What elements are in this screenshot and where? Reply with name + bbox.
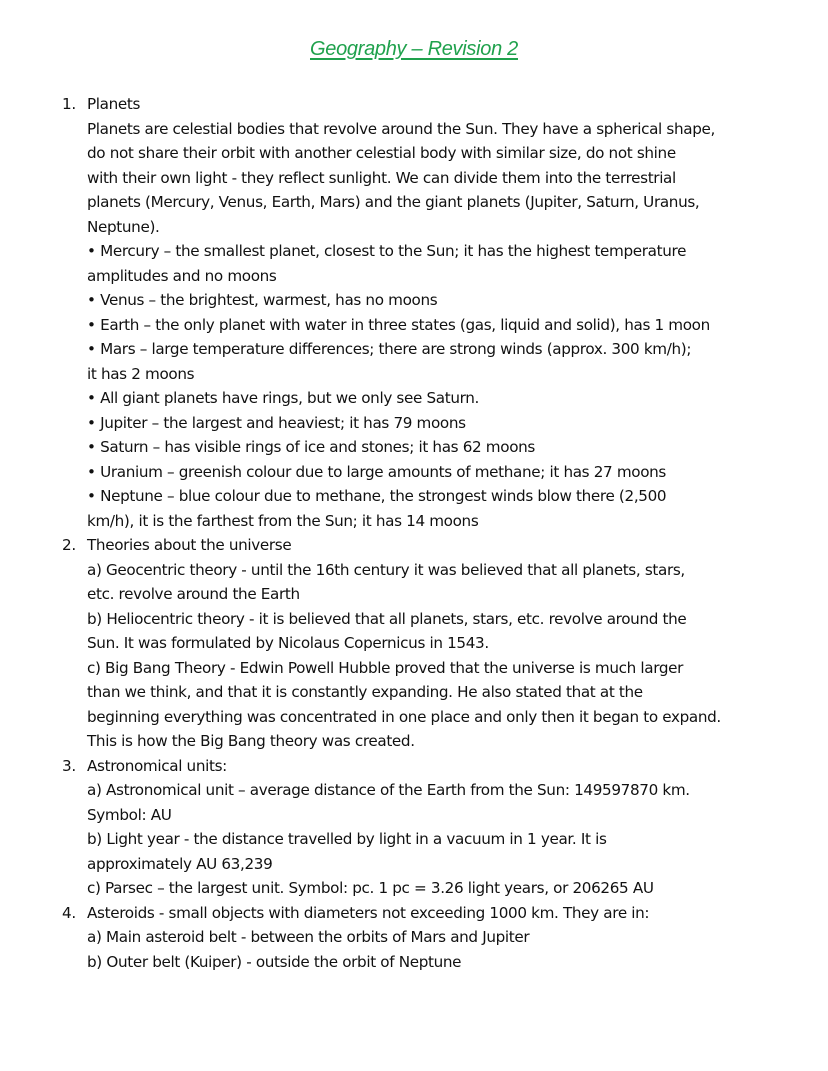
section-theories xyxy=(0,533,828,754)
section-heading: Theories about the universe xyxy=(87,536,292,554)
text-line: Sun. It was formulated by Nicolaus Copernicus in 1543. xyxy=(87,634,489,652)
bullet-saturn: • Saturn – has visible rings of ice and stones; it has 62 moons xyxy=(87,438,535,456)
text-line: b) Light year - the distance travelled by light in a vacuum in 1 year. It is xyxy=(87,830,607,848)
text-line: Planets are celestial bodies that revolve around the Sun. They have a spherical shape, xyxy=(87,119,715,138)
text-line: with their own light - they reflect sunlight. We can divide them into the terrestrial xyxy=(87,168,676,187)
text-line: amplitudes and no moons xyxy=(87,266,277,285)
bullet-uranium: • Uranium – greenish colour due to large amounts of methane; it has 27 moons xyxy=(87,462,666,481)
section-number: 2. xyxy=(62,536,76,554)
text-line: a) Astronomical unit – average distance of the Earth from the Sun: 149597870 km. xyxy=(87,781,690,799)
bullet-earth: • Earth – the only planet with water in three states (gas, liquid and solid), has 1 moon xyxy=(87,315,710,334)
text-line: b) Outer belt (Kuiper) - outside the orbit of Neptune xyxy=(87,952,462,971)
text-line: a) Geocentric theory - until the 16th century it was believed that all planets, stars, xyxy=(87,560,685,579)
text-line: This is how the Big Bang theory was created. xyxy=(87,732,415,750)
section-heading: Asteroids - small objects with diameters not exceeding 1000 km. They are in: xyxy=(87,903,650,922)
bullet-venus: • Venus – the brightest, warmest, has no moons xyxy=(87,291,438,309)
text-line: it has 2 moons xyxy=(87,364,195,383)
section-planets xyxy=(0,92,828,533)
section-heading: Planets xyxy=(87,95,141,113)
bullet-jupiter: • Jupiter – the largest and heaviest; it has 79 moons xyxy=(87,413,466,432)
bullet-mars: • Mars – large temperature differences; there are strong winds (approx. 300 km/h); xyxy=(87,340,692,358)
text-line: beginning everything was concentrated in one place and only then it began to expand. xyxy=(87,707,721,726)
text-line: etc. revolve around the Earth xyxy=(87,585,300,603)
section-number: 1. xyxy=(62,95,76,113)
text-line: planets (Mercury, Venus, Earth, Mars) and the giant planets (Jupiter, Saturn, Uranus, xyxy=(87,193,700,211)
text-line: approximately AU 63,239 xyxy=(87,854,273,873)
text-line: c) Big Bang Theory - Edwin Powell Hubble proved that the universe is much larger xyxy=(87,658,684,677)
section-number: 4. xyxy=(62,903,76,922)
text-line: b) Heliocentric theory - it is believed that all planets, stars, etc. revolve around the xyxy=(87,609,687,628)
section-heading: Astronomical units: xyxy=(87,756,227,775)
section-astronomical-units xyxy=(0,754,828,901)
text-line: than we think, and that it is constantly expanding. He also stated that at the xyxy=(87,683,643,701)
section-number: 3. xyxy=(62,756,76,775)
text-line: Symbol: AU xyxy=(87,805,172,824)
bullet-neptune: • Neptune – blue colour due to methane, the strongest winds blow there (2,500 xyxy=(87,487,667,505)
document-body xyxy=(0,92,828,974)
bullet-mercury: • Mercury – the smallest planet, closest to the Sun; it has the highest temperature xyxy=(87,242,687,260)
text-line: Neptune). xyxy=(87,217,160,236)
text-line: c) Parsec – the largest unit. Symbol: pc. 1 pc = 3.26 light years, or 206265 AU xyxy=(87,879,654,897)
bullet-giant-planets: • All giant planets have rings, but we only see Saturn. xyxy=(87,389,479,407)
text-line: do not share their orbit with another celestial body with similar size, do not shine xyxy=(87,144,676,162)
page-title: Geography – Revision 2 xyxy=(310,38,518,60)
section-asteroids xyxy=(0,901,828,975)
text-line: km/h), it is the farthest from the Sun; it has 14 moons xyxy=(87,511,479,530)
text-line: a) Main asteroid belt - between the orbits of Mars and Jupiter xyxy=(87,928,530,946)
